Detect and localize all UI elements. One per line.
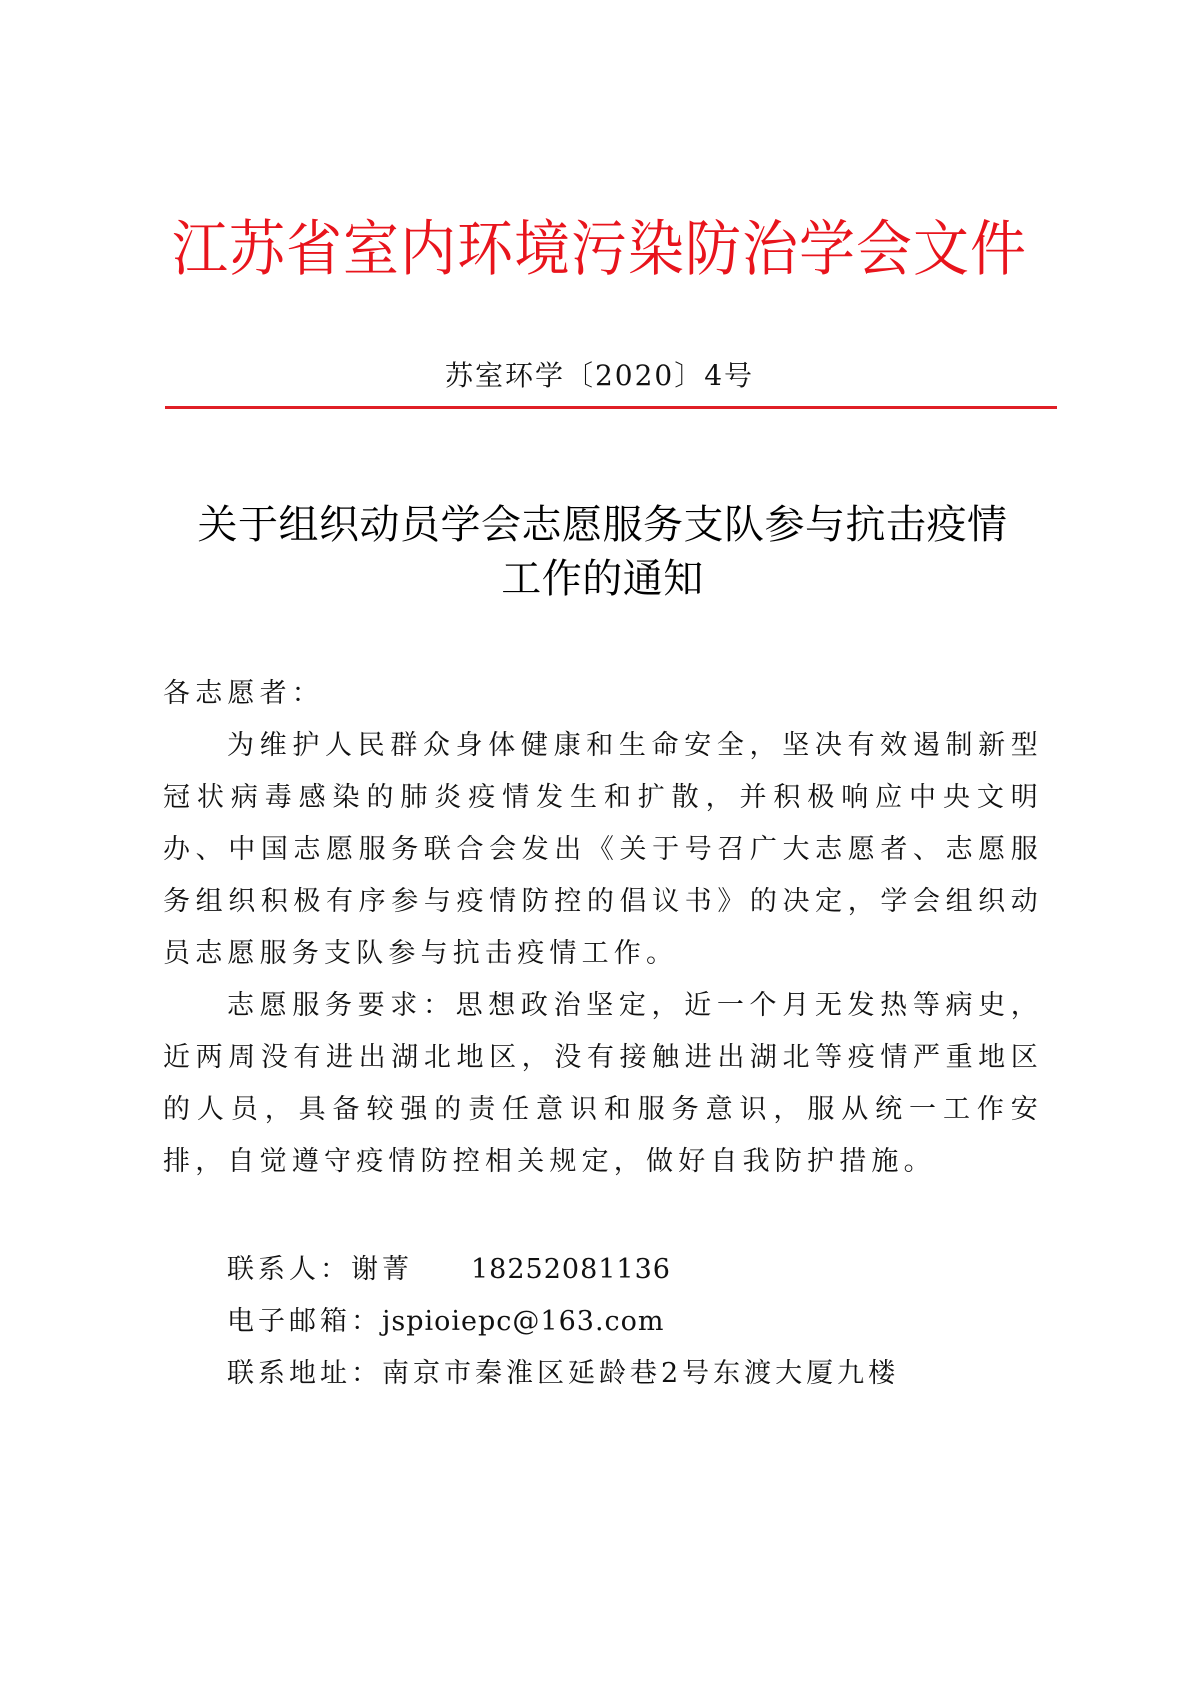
contact-person-label: 联系人： [227,1254,351,1285]
contact-phone: 18252081136 [471,1254,671,1285]
organization-header-title: 江苏省室内环境污染防治学会文件 [172,214,1027,285]
contact-email: jspioiepc@163.com [382,1306,665,1337]
contact-email-label: 电子邮箱： [227,1306,382,1337]
contact-person-row [227,1244,899,1296]
contact-address-label: 联系地址： [227,1358,382,1389]
contact-email-row [227,1296,899,1348]
notice-title-line-2: 工作的通知 [501,556,704,602]
notice-title-line-1: 关于组织动员学会志愿服务支队参与抗击疫情 [197,502,1008,548]
document-number: 苏室环学〔2020〕4号 [444,359,755,392]
notice-title [150,498,1055,606]
contact-person-name: 谢菁 [351,1254,413,1285]
contact-block [227,1244,899,1400]
red-divider-rule [165,406,1057,409]
contact-address-row [227,1348,899,1400]
body-paragraph-1: 为维护人民群众身体健康和生命安全，坚决有效遏制新型冠状病毒感染的肺炎疫情发生和扩散，并积极响应中央文明办、中国志愿服务联合会发出《关于号召广大志愿者、志愿服务组织积极有序参与疫情防控的倡议书》的决定，学会组织动员志愿服务支队参与抗击疫情工作。 [163,730,1043,969]
salutation: 各志愿者： [163,678,324,709]
body-paragraph-2: 志愿服务要求：思想政治坚定，近一个月无发热等病史，近两周没有进出湖北地区，没有接触进出湖北等疫情严重地区的人员，具备较强的责任意识和服务意识，服从统一工作安排，自觉遵守疫情防控相关规定，做好自我防护措施。 [163,990,1043,1177]
notice-body [163,668,1043,1188]
contact-address: 南京市秦淮区延龄巷2号东渡大厦九楼 [382,1358,900,1389]
